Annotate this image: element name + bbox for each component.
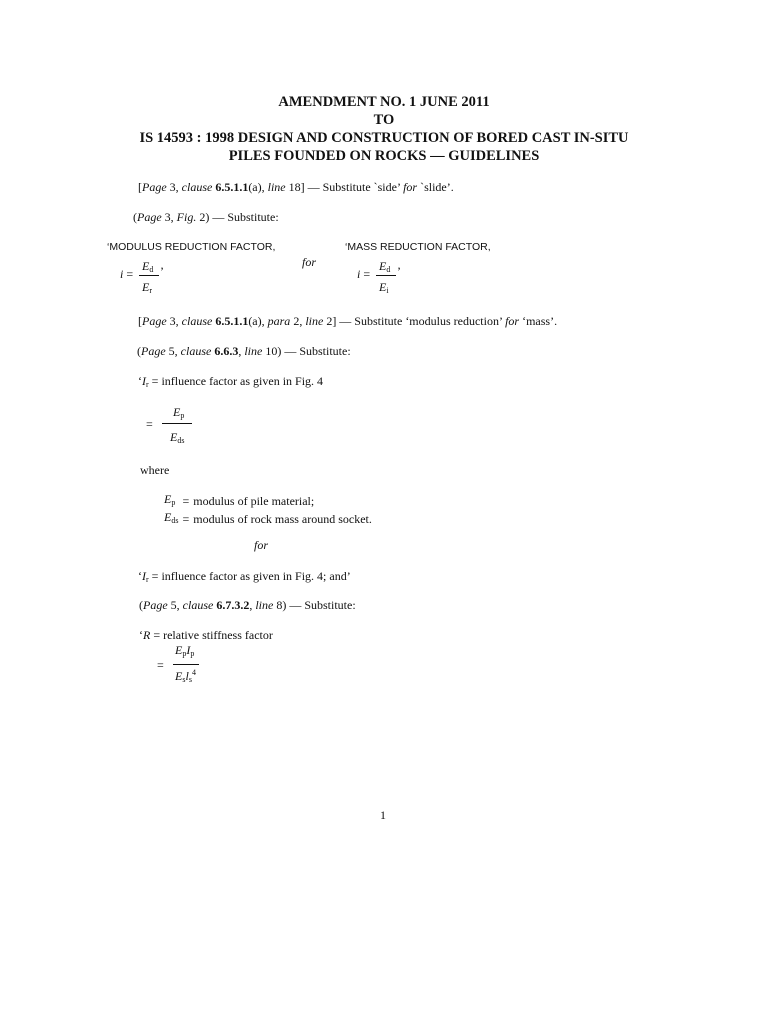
amendment-item-2: (Page 3, Fig. 2) — Substitute: [133, 210, 279, 224]
definition-text: modulus of rock mass around socket. [193, 512, 372, 526]
left-fraction-denominator: $E_r$ [142, 280, 153, 295]
definition-row [164, 510, 376, 528]
page-number: 1 [380, 808, 386, 822]
definition-row [164, 492, 376, 510]
left-fraction-bar [139, 275, 159, 276]
amendment-item-4: (Page 5, clause 6.6.3, line 10) — Substitute: [137, 344, 351, 358]
definition-table [164, 492, 376, 528]
mass-reduction-label: ‘MASS REDUCTION FACTOR, [345, 241, 491, 253]
definition-text: modulus of pile material; [193, 494, 315, 508]
stiffness-fraction-bar [173, 664, 199, 665]
influence-fraction-bar [162, 423, 192, 424]
definition-symbol: $E_{ds}$ [164, 510, 179, 525]
title-line-1: AMENDMENT NO. 1 JUNE 2011 [278, 94, 490, 110]
left-i-equals: i = [120, 267, 134, 281]
right-fraction-bar [376, 275, 396, 276]
influence-fraction-numerator: $E_p$ [173, 405, 185, 420]
right-fraction-numerator: $E_d$ [379, 259, 391, 274]
influence-factor-line-2: ‘$I_r$ = influence factor as given in Fig. 4; and’ [138, 569, 351, 584]
modulus-reduction-label: ‘MODULUS REDUCTION FACTOR, [107, 241, 276, 253]
for-connector-1: for [302, 255, 317, 269]
definition-equals: = [182, 494, 190, 508]
title-line-2: TO [373, 112, 395, 128]
influence-equals: = [146, 417, 153, 431]
left-fraction-comma: ’ [160, 264, 164, 278]
where-label: where [140, 463, 170, 477]
amendment-item-3: [Page 3, clause 6.5.1.1(a), para 2, line 2] — Substitute ‘modulus reduction’ for ‘mass’. [138, 314, 558, 328]
definition-symbol: $E_p$ [164, 492, 176, 507]
right-i-equals: i = [357, 267, 371, 281]
title-line-4: PILES FOUNDED ON ROCKS — GUIDELINES [228, 148, 540, 164]
stiffness-fraction-denominator: $E_sl_s^4$ [175, 668, 196, 684]
amendment-item-5: (Page 5, clause 6.7.3.2, line 8) — Substitute: [139, 598, 356, 612]
left-fraction-numerator: $E_d$ [142, 259, 154, 274]
stiffness-equals: = [157, 658, 164, 672]
definition-equals: = [182, 512, 190, 526]
amendment-item-1: [Page 3, clause 6.5.1.1(a), line 18] — Substitute `side’ for `slide’. [138, 180, 454, 194]
right-fraction-comma: ’ [397, 264, 401, 278]
influence-fraction-denominator: $E_{ds}$ [170, 430, 185, 445]
for-connector-2: for [254, 538, 269, 552]
relative-stiffness-line: ‘R = relative stiffness factor [139, 628, 273, 642]
right-fraction-denominator: $E_i$ [379, 280, 389, 295]
stiffness-fraction-numerator: $E_pI_p$ [175, 643, 195, 658]
influence-factor-line-1: ‘$I_r$ = influence factor as given in Fig. 4 [138, 374, 324, 389]
title-line-3: IS 14593 : 1998 DESIGN AND CONSTRUCTION OF BORED CAST IN-SITU [139, 130, 629, 146]
